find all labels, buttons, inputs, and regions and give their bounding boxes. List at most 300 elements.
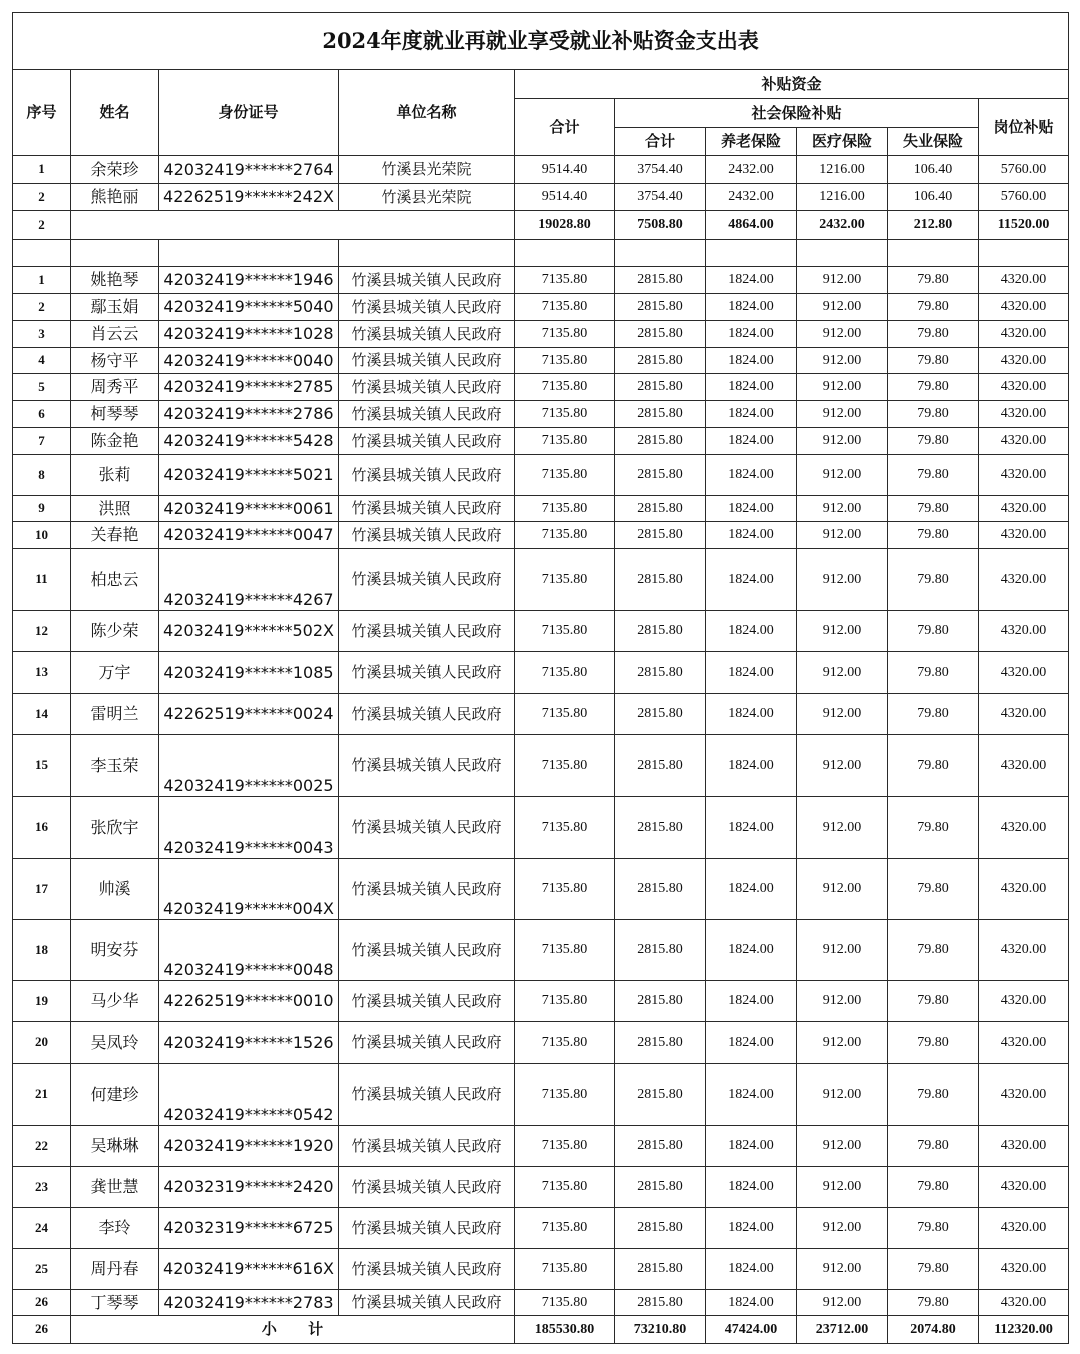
row-unemployment: 79.80 [888, 735, 979, 797]
header-total: 合计 [515, 99, 615, 156]
row-medical: 912.00 [797, 735, 888, 797]
row-medical: 912.00 [797, 428, 888, 455]
table-row [13, 184, 1069, 211]
empty-cell [515, 240, 615, 267]
row-unit-name: 竹溪县城关镇人民政府 [339, 348, 515, 374]
header-id-number: 身份证号 [159, 70, 339, 156]
header-seq: 序号 [13, 70, 71, 156]
row-unit-name: 竹溪县城关镇人民政府 [339, 267, 515, 294]
subtotal-post-subsidy: 11520.00 [979, 211, 1069, 240]
row-unemployment: 79.80 [888, 294, 979, 321]
row-si-total: 2815.80 [615, 1126, 706, 1167]
row-si-total: 2815.80 [615, 1290, 706, 1316]
row-name: 万宇 [71, 652, 159, 694]
row-si-total: 2815.80 [615, 1208, 706, 1249]
row-name: 周秀平 [71, 374, 159, 401]
table-row [13, 1126, 1069, 1167]
row-unemployment: 79.80 [888, 1064, 979, 1126]
table-row [13, 496, 1069, 522]
row-unit-name: 竹溪县城关镇人民政府 [339, 294, 515, 321]
row-total: 7135.80 [515, 1249, 615, 1290]
row-si-total: 2815.80 [615, 981, 706, 1022]
row-pension: 1824.00 [706, 1022, 797, 1064]
row-si-total: 2815.80 [615, 321, 706, 348]
row-medical: 912.00 [797, 294, 888, 321]
row-seq: 1 [13, 267, 71, 294]
row-unit-name: 竹溪县城关镇人民政府 [339, 321, 515, 348]
row-seq: 7 [13, 428, 71, 455]
table-row [13, 401, 1069, 428]
table-row [13, 455, 1069, 496]
table-row [13, 611, 1069, 652]
row-total: 7135.80 [515, 735, 615, 797]
row-name: 马少华 [71, 981, 159, 1022]
row-id-number: 42032419******5428 [159, 428, 339, 455]
row-id-number: 42032319******2420 [159, 1167, 339, 1208]
row-id-number: 42032419******502X [159, 611, 339, 652]
row-pension: 1824.00 [706, 267, 797, 294]
row-id-number: 42032419******5040 [159, 294, 339, 321]
row-medical: 912.00 [797, 496, 888, 522]
row-unit-name: 竹溪县城关镇人民政府 [339, 374, 515, 401]
row-seq: 10 [13, 522, 71, 549]
row-name: 吴琳琳 [71, 1126, 159, 1167]
row-unemployment: 79.80 [888, 1126, 979, 1167]
row-total: 7135.80 [515, 1064, 615, 1126]
row-seq: 4 [13, 348, 71, 374]
row-medical: 912.00 [797, 549, 888, 611]
row-pension: 1824.00 [706, 321, 797, 348]
row-name: 雷明兰 [71, 694, 159, 735]
row-unemployment: 106.40 [888, 184, 979, 211]
row-seq: 5 [13, 374, 71, 401]
separator-row [13, 240, 1069, 267]
subtotal-pension: 47424.00 [706, 1316, 797, 1344]
row-si-total: 2815.80 [615, 611, 706, 652]
row-medical: 912.00 [797, 455, 888, 496]
row-name: 吴凤玲 [71, 1022, 159, 1064]
header-si-total: 合计 [615, 128, 706, 156]
row-post-subsidy: 4320.00 [979, 267, 1069, 294]
row-total: 7135.80 [515, 401, 615, 428]
row-post-subsidy: 4320.00 [979, 1208, 1069, 1249]
row-si-total: 2815.80 [615, 1064, 706, 1126]
row-unemployment: 79.80 [888, 859, 979, 920]
row-post-subsidy: 4320.00 [979, 1249, 1069, 1290]
row-name: 陈金艳 [71, 428, 159, 455]
row-seq: 3 [13, 321, 71, 348]
row-unemployment: 79.80 [888, 401, 979, 428]
row-post-subsidy: 5760.00 [979, 156, 1069, 184]
row-unemployment: 79.80 [888, 652, 979, 694]
row-total: 7135.80 [515, 859, 615, 920]
row-post-subsidy: 4320.00 [979, 1290, 1069, 1316]
row-pension: 1824.00 [706, 797, 797, 859]
row-seq: 26 [13, 1290, 71, 1316]
row-si-total: 2815.80 [615, 455, 706, 496]
row-unit-name: 竹溪县城关镇人民政府 [339, 797, 515, 859]
row-pension: 1824.00 [706, 496, 797, 522]
row-name: 何建珍 [71, 1064, 159, 1126]
row-post-subsidy: 4320.00 [979, 652, 1069, 694]
table-title: 2024年度就业再就业享受就业补贴资金支出表 [13, 13, 1069, 70]
row-total: 9514.40 [515, 156, 615, 184]
table-row [13, 1249, 1069, 1290]
header-name: 姓名 [71, 70, 159, 156]
row-pension: 1824.00 [706, 374, 797, 401]
row-medical: 912.00 [797, 348, 888, 374]
row-total: 7135.80 [515, 797, 615, 859]
table-row [13, 428, 1069, 455]
row-name: 柏忠云 [71, 549, 159, 611]
row-name: 余荣珍 [71, 156, 159, 184]
row-name: 明安芬 [71, 920, 159, 981]
row-total: 7135.80 [515, 694, 615, 735]
row-medical: 912.00 [797, 694, 888, 735]
row-pension: 1824.00 [706, 611, 797, 652]
table-row [13, 522, 1069, 549]
row-name: 柯琴琴 [71, 401, 159, 428]
row-pension: 1824.00 [706, 735, 797, 797]
subtotal-pension: 4864.00 [706, 211, 797, 240]
row-si-total: 3754.40 [615, 156, 706, 184]
row-id-number: 42032419******1920 [159, 1126, 339, 1167]
header-unemployment: 失业保险 [888, 128, 979, 156]
row-total: 7135.80 [515, 1022, 615, 1064]
subtotal-si-total: 73210.80 [615, 1316, 706, 1344]
row-id-number: 42032419******0043 [159, 797, 339, 859]
row-total: 7135.80 [515, 428, 615, 455]
row-seq: 13 [13, 652, 71, 694]
table-row [13, 156, 1069, 184]
row-unemployment: 79.80 [888, 694, 979, 735]
row-id-number: 42032419******1085 [159, 652, 339, 694]
row-unit-name: 竹溪县城关镇人民政府 [339, 981, 515, 1022]
row-unit-name: 竹溪县城关镇人民政府 [339, 496, 515, 522]
row-post-subsidy: 4320.00 [979, 859, 1069, 920]
row-post-subsidy: 4320.00 [979, 1064, 1069, 1126]
row-medical: 912.00 [797, 1126, 888, 1167]
row-name: 李玲 [71, 1208, 159, 1249]
row-name: 杨守平 [71, 348, 159, 374]
row-unit-name: 竹溪县光荣院 [339, 156, 515, 184]
row-seq: 2 [13, 184, 71, 211]
row-unemployment: 79.80 [888, 1290, 979, 1316]
table-row [13, 321, 1069, 348]
row-si-total: 2815.80 [615, 374, 706, 401]
row-si-total: 2815.80 [615, 522, 706, 549]
row-unemployment: 79.80 [888, 1249, 979, 1290]
row-post-subsidy: 4320.00 [979, 694, 1069, 735]
row-seq: 16 [13, 797, 71, 859]
row-seq: 6 [13, 401, 71, 428]
row-id-number: 42032319******6725 [159, 1208, 339, 1249]
row-total: 7135.80 [515, 1290, 615, 1316]
row-medical: 912.00 [797, 1064, 888, 1126]
table-row [13, 1290, 1069, 1316]
row-id-number: 42032419******1946 [159, 267, 339, 294]
header-post-subsidy: 岗位补贴 [979, 99, 1069, 156]
row-post-subsidy: 4320.00 [979, 455, 1069, 496]
subtotal-label: 小 计 [71, 1316, 515, 1344]
row-pension: 1824.00 [706, 1064, 797, 1126]
row-total: 7135.80 [515, 549, 615, 611]
table-row [13, 652, 1069, 694]
row-id-number: 42032419******0047 [159, 522, 339, 549]
row-unemployment: 79.80 [888, 920, 979, 981]
row-si-total: 2815.80 [615, 428, 706, 455]
row-si-total: 2815.80 [615, 797, 706, 859]
row-unit-name: 竹溪县城关镇人民政府 [339, 1249, 515, 1290]
row-unit-name: 竹溪县城关镇人民政府 [339, 859, 515, 920]
row-unit-name: 竹溪县城关镇人民政府 [339, 652, 515, 694]
empty-cell [159, 240, 339, 267]
row-si-total: 2815.80 [615, 735, 706, 797]
subtotal-row [13, 1316, 1069, 1344]
row-id-number: 42032419******2783 [159, 1290, 339, 1316]
row-name: 张欣宇 [71, 797, 159, 859]
row-unemployment: 79.80 [888, 522, 979, 549]
subtotal-row [13, 211, 1069, 240]
row-unit-name: 竹溪县城关镇人民政府 [339, 1022, 515, 1064]
row-id-number: 42032419******0542 [159, 1064, 339, 1126]
row-total: 7135.80 [515, 267, 615, 294]
row-unit-name: 竹溪县城关镇人民政府 [339, 735, 515, 797]
row-medical: 1216.00 [797, 184, 888, 211]
row-unit-name: 竹溪县城关镇人民政府 [339, 1208, 515, 1249]
row-pension: 1824.00 [706, 859, 797, 920]
row-id-number: 42032419******2785 [159, 374, 339, 401]
row-name: 李玉荣 [71, 735, 159, 797]
subtotal-si-total: 7508.80 [615, 211, 706, 240]
row-si-total: 2815.80 [615, 267, 706, 294]
row-id-number: 42032419******2764 [159, 156, 339, 184]
row-post-subsidy: 5760.00 [979, 184, 1069, 211]
row-unit-name: 竹溪县城关镇人民政府 [339, 522, 515, 549]
table-row [13, 348, 1069, 374]
row-pension: 1824.00 [706, 294, 797, 321]
row-total: 9514.40 [515, 184, 615, 211]
row-seq: 18 [13, 920, 71, 981]
row-total: 7135.80 [515, 522, 615, 549]
table-row [13, 797, 1069, 859]
row-total: 7135.80 [515, 981, 615, 1022]
row-pension: 1824.00 [706, 1167, 797, 1208]
row-total: 7135.80 [515, 1208, 615, 1249]
row-id-number: 42032419******1028 [159, 321, 339, 348]
row-id-number: 42032419******0061 [159, 496, 339, 522]
row-medical: 912.00 [797, 374, 888, 401]
empty-cell [797, 240, 888, 267]
row-id-number: 42032419******1526 [159, 1022, 339, 1064]
row-si-total: 3754.40 [615, 184, 706, 211]
row-seq: 12 [13, 611, 71, 652]
row-medical: 912.00 [797, 1290, 888, 1316]
table-row [13, 1167, 1069, 1208]
table-row [13, 694, 1069, 735]
row-pension: 1824.00 [706, 1126, 797, 1167]
row-unemployment: 79.80 [888, 267, 979, 294]
empty-cell [888, 240, 979, 267]
row-total: 7135.80 [515, 374, 615, 401]
row-name: 周丹春 [71, 1249, 159, 1290]
row-id-number: 42032419******0025 [159, 735, 339, 797]
row-post-subsidy: 4320.00 [979, 735, 1069, 797]
row-id-number: 42262519******242X [159, 184, 339, 211]
subtotal-total: 185530.80 [515, 1316, 615, 1344]
row-medical: 912.00 [797, 981, 888, 1022]
row-unit-name: 竹溪县城关镇人民政府 [339, 611, 515, 652]
row-medical: 912.00 [797, 1208, 888, 1249]
table-row [13, 1208, 1069, 1249]
empty-cell [71, 240, 159, 267]
table-row [13, 981, 1069, 1022]
row-id-number: 42032419******2786 [159, 401, 339, 428]
row-medical: 912.00 [797, 859, 888, 920]
row-unit-name: 竹溪县城关镇人民政府 [339, 549, 515, 611]
subtotal-unemployment: 212.80 [888, 211, 979, 240]
row-name: 帅溪 [71, 859, 159, 920]
row-seq: 1 [13, 156, 71, 184]
row-unemployment: 79.80 [888, 549, 979, 611]
row-seq: 8 [13, 455, 71, 496]
row-seq: 9 [13, 496, 71, 522]
row-pension: 1824.00 [706, 981, 797, 1022]
row-medical: 912.00 [797, 797, 888, 859]
row-unit-name: 竹溪县城关镇人民政府 [339, 455, 515, 496]
row-post-subsidy: 4320.00 [979, 496, 1069, 522]
table-row [13, 1064, 1069, 1126]
row-post-subsidy: 4320.00 [979, 348, 1069, 374]
row-unemployment: 79.80 [888, 348, 979, 374]
row-post-subsidy: 4320.00 [979, 981, 1069, 1022]
row-unemployment: 79.80 [888, 611, 979, 652]
empty-cell [706, 240, 797, 267]
row-post-subsidy: 4320.00 [979, 920, 1069, 981]
row-pension: 1824.00 [706, 694, 797, 735]
row-unit-name: 竹溪县城关镇人民政府 [339, 401, 515, 428]
row-unit-name: 竹溪县城关镇人民政府 [339, 428, 515, 455]
table-row [13, 735, 1069, 797]
row-name: 肖云云 [71, 321, 159, 348]
row-pension: 1824.00 [706, 522, 797, 549]
table-row [13, 374, 1069, 401]
row-si-total: 2815.80 [615, 348, 706, 374]
row-post-subsidy: 4320.00 [979, 1126, 1069, 1167]
row-id-number: 42032419******004X [159, 859, 339, 920]
row-si-total: 2815.80 [615, 859, 706, 920]
row-post-subsidy: 4320.00 [979, 1022, 1069, 1064]
row-unemployment: 79.80 [888, 1208, 979, 1249]
table-row [13, 267, 1069, 294]
row-total: 7135.80 [515, 294, 615, 321]
row-si-total: 2815.80 [615, 920, 706, 981]
document-page [12, 12, 1068, 1344]
row-unit-name: 竹溪县城关镇人民政府 [339, 920, 515, 981]
row-post-subsidy: 4320.00 [979, 294, 1069, 321]
row-name: 姚艳琴 [71, 267, 159, 294]
row-si-total: 2815.80 [615, 1022, 706, 1064]
header-subsidy-funds: 补贴资金 [515, 70, 1069, 99]
row-medical: 912.00 [797, 321, 888, 348]
row-name: 熊艳丽 [71, 184, 159, 211]
row-post-subsidy: 4320.00 [979, 1167, 1069, 1208]
row-unit-name: 竹溪县光荣院 [339, 184, 515, 211]
table-row [13, 549, 1069, 611]
row-name: 陈少荣 [71, 611, 159, 652]
row-seq: 15 [13, 735, 71, 797]
subtotal-post-subsidy: 112320.00 [979, 1316, 1069, 1344]
row-unemployment: 79.80 [888, 496, 979, 522]
row-pension: 1824.00 [706, 428, 797, 455]
row-unemployment: 79.80 [888, 797, 979, 859]
row-name: 龚世慧 [71, 1167, 159, 1208]
row-total: 7135.80 [515, 1167, 615, 1208]
row-post-subsidy: 4320.00 [979, 428, 1069, 455]
row-seq: 2 [13, 294, 71, 321]
subtotal-count: 2 [13, 211, 71, 240]
row-name: 关春艳 [71, 522, 159, 549]
row-id-number: 42032419******616X [159, 1249, 339, 1290]
row-pension: 1824.00 [706, 1249, 797, 1290]
row-pension: 1824.00 [706, 549, 797, 611]
subtotal-blank [71, 211, 515, 240]
row-seq: 21 [13, 1064, 71, 1126]
row-seq: 17 [13, 859, 71, 920]
row-total: 7135.80 [515, 920, 615, 981]
row-medical: 912.00 [797, 611, 888, 652]
subtotal-count: 26 [13, 1316, 71, 1344]
row-si-total: 2815.80 [615, 1249, 706, 1290]
row-medical: 912.00 [797, 267, 888, 294]
row-medical: 912.00 [797, 1022, 888, 1064]
row-post-subsidy: 4320.00 [979, 321, 1069, 348]
row-si-total: 2815.80 [615, 294, 706, 321]
row-unit-name: 竹溪县城关镇人民政府 [339, 1064, 515, 1126]
table-row [13, 1022, 1069, 1064]
empty-cell [979, 240, 1069, 267]
row-name: 洪照 [71, 496, 159, 522]
subsidy-table [12, 12, 1069, 1344]
row-medical: 912.00 [797, 522, 888, 549]
header-unit-name: 单位名称 [339, 70, 515, 156]
row-id-number: 42032419******5021 [159, 455, 339, 496]
header-pension: 养老保险 [706, 128, 797, 156]
row-si-total: 2815.80 [615, 401, 706, 428]
row-total: 7135.80 [515, 496, 615, 522]
row-seq: 19 [13, 981, 71, 1022]
row-post-subsidy: 4320.00 [979, 374, 1069, 401]
row-unit-name: 竹溪县城关镇人民政府 [339, 1126, 515, 1167]
row-medical: 912.00 [797, 401, 888, 428]
row-seq: 25 [13, 1249, 71, 1290]
row-pension: 1824.00 [706, 652, 797, 694]
row-seq: 23 [13, 1167, 71, 1208]
row-total: 7135.80 [515, 348, 615, 374]
row-unemployment: 79.80 [888, 455, 979, 496]
row-id-number: 42032419******4267 [159, 549, 339, 611]
row-si-total: 2815.80 [615, 1167, 706, 1208]
row-si-total: 2815.80 [615, 652, 706, 694]
row-pension: 2432.00 [706, 156, 797, 184]
row-medical: 912.00 [797, 652, 888, 694]
row-unit-name: 竹溪县城关镇人民政府 [339, 1290, 515, 1316]
row-pension: 1824.00 [706, 1208, 797, 1249]
row-si-total: 2815.80 [615, 496, 706, 522]
row-pension: 1824.00 [706, 1290, 797, 1316]
row-unemployment: 79.80 [888, 1022, 979, 1064]
row-total: 7135.80 [515, 652, 615, 694]
